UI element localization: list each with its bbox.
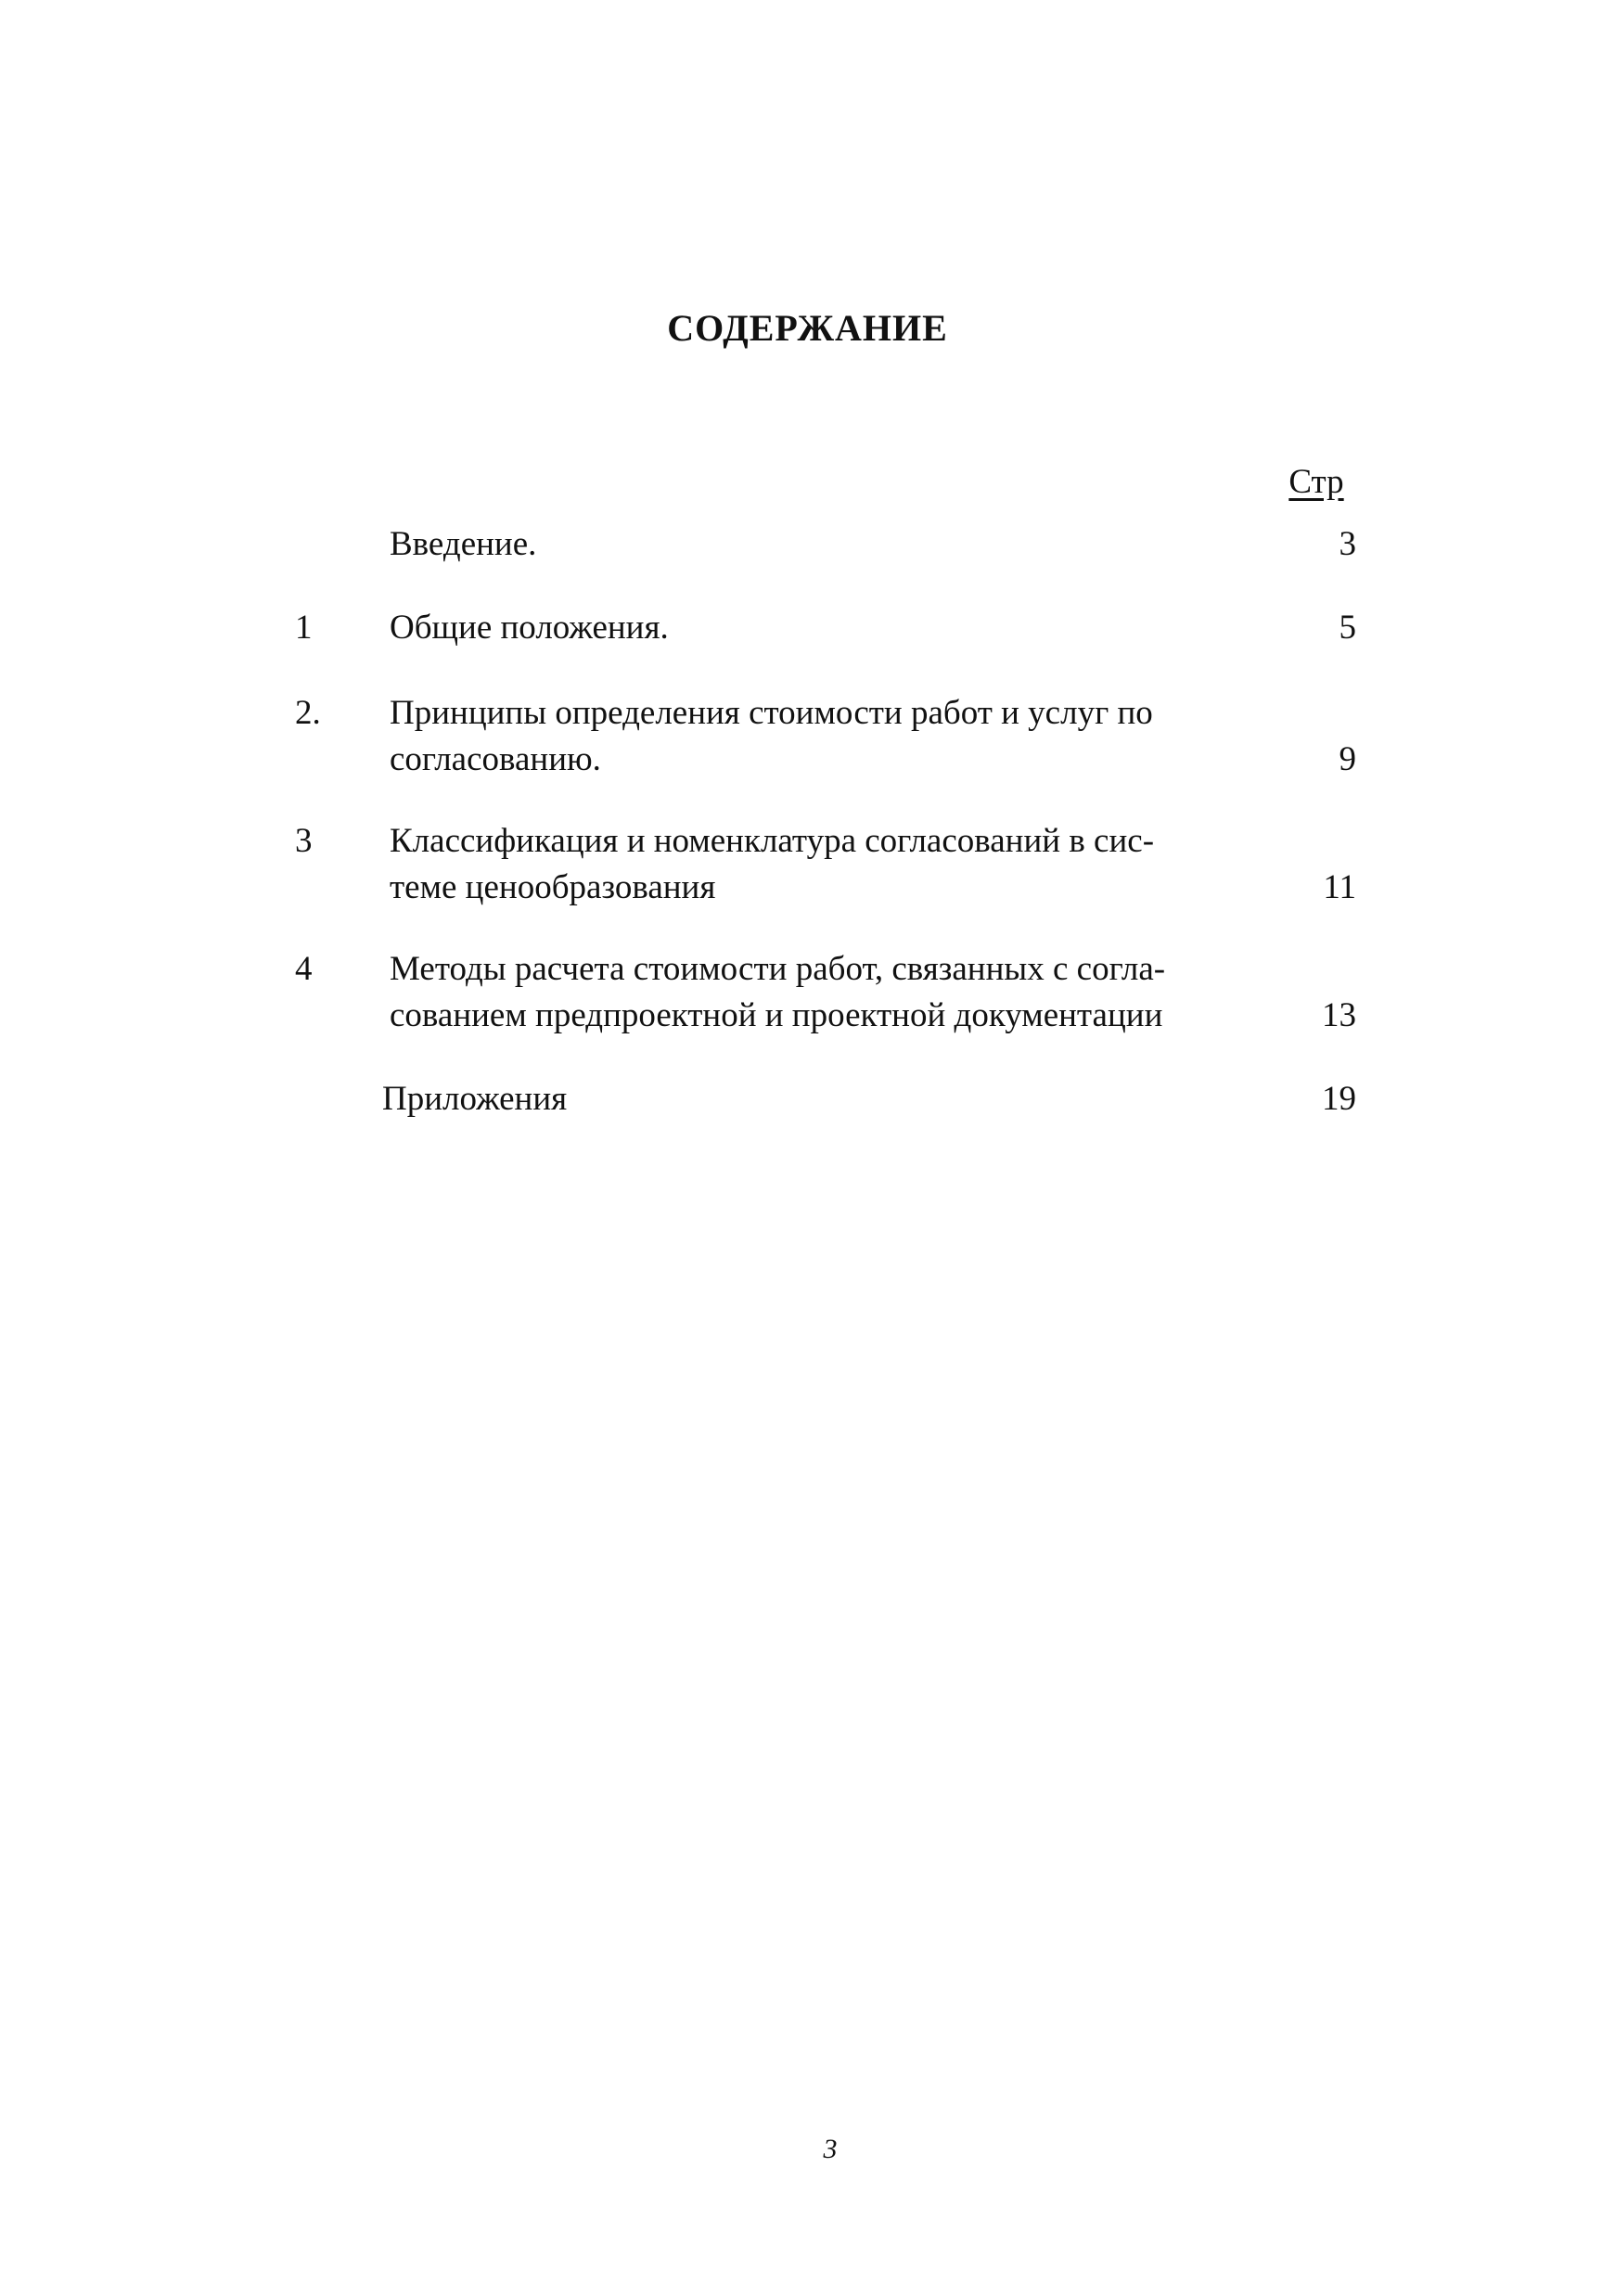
toc-entry-title-line: Классификация и номенклатура согласований в сис- xyxy=(390,822,1155,860)
footer-page-number: 3 xyxy=(823,2134,838,2164)
toc-entry-page: 13 xyxy=(1322,996,1356,1034)
toc-entry-title xyxy=(382,1076,1217,1122)
toc-entry-title-line: Приложения xyxy=(382,1080,568,1118)
toc-entry-number: 1 xyxy=(295,609,313,647)
toc-entry-page: 3 xyxy=(1339,525,1356,563)
toc-entry-title xyxy=(390,521,1224,568)
toc-entry-page: 19 xyxy=(1322,1080,1356,1118)
toc-entry-title-line: согласованию. xyxy=(390,740,601,778)
page-column-header: Стр xyxy=(1288,463,1344,501)
toc-entry-page: 9 xyxy=(1339,740,1356,778)
toc-entry-title-line: теме ценообразования xyxy=(390,868,716,906)
toc-entry-title-line: сованием предпроектной и проектной документации xyxy=(390,996,1163,1034)
toc-entry-title xyxy=(390,818,1224,911)
toc-entry-number: 2. xyxy=(295,694,321,732)
toc-entry-page: 11 xyxy=(1323,868,1356,906)
toc-entry-number: 3 xyxy=(295,822,313,860)
toc-entry-title-line: Принципы определения стоимости работ и услуг по xyxy=(390,694,1153,732)
document-title: СОДЕРЖАНИЕ xyxy=(667,307,948,349)
toc-entry-number: 4 xyxy=(295,950,313,988)
toc-entry-title-line: Введение. xyxy=(390,525,537,563)
toc-entry-title xyxy=(390,946,1224,1039)
toc-entry-title-line: Методы расчета стоимости работ, связанных с согла- xyxy=(390,950,1166,988)
toc-entry-page: 5 xyxy=(1339,609,1356,647)
toc-entry-title xyxy=(390,690,1224,783)
toc-entry-title-line: Общие положения. xyxy=(390,609,669,647)
toc-entry-title xyxy=(390,605,1224,651)
